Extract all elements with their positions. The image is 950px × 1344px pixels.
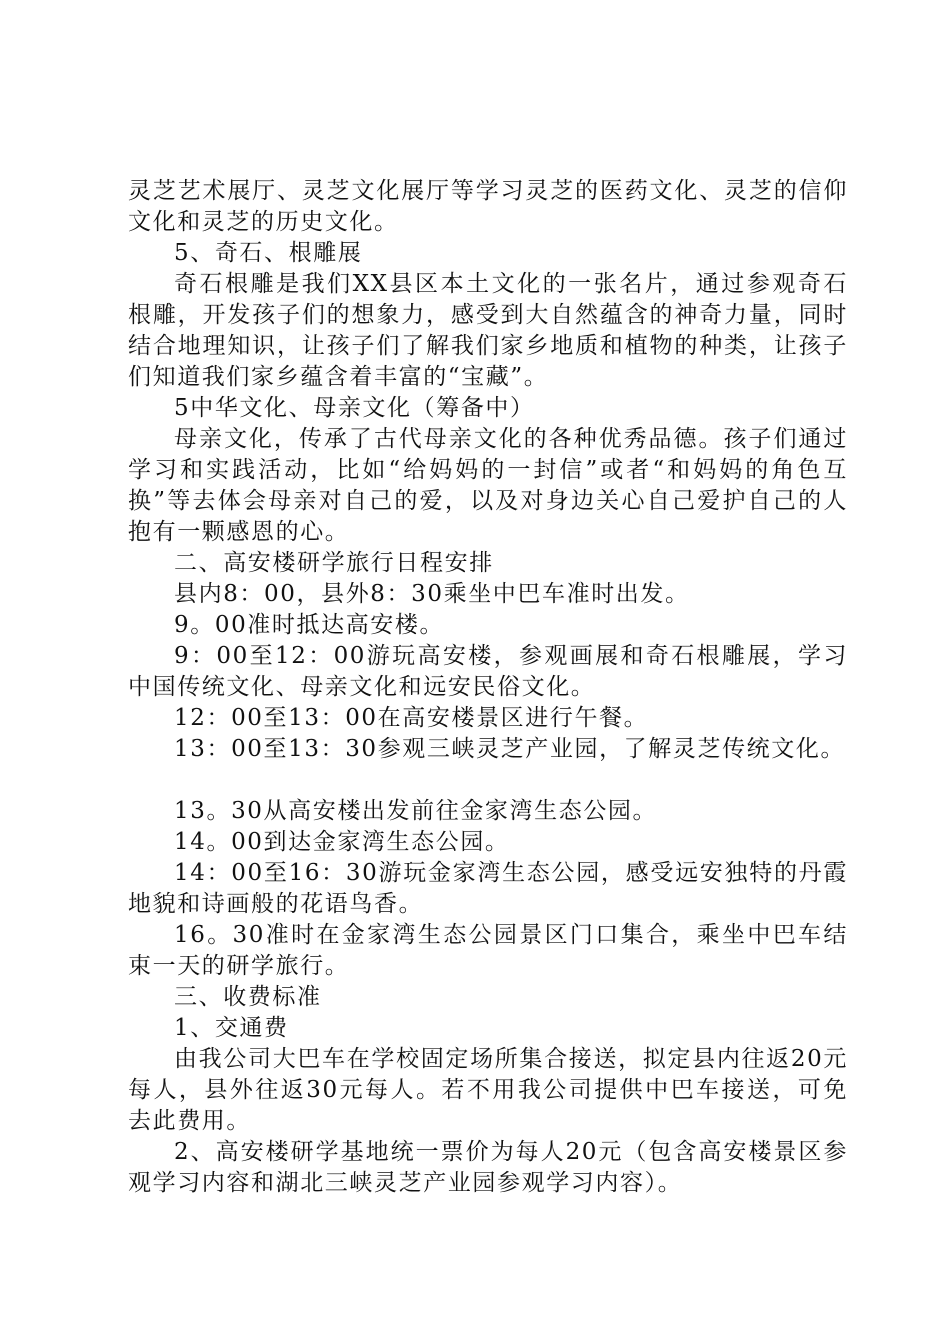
schedule-afternoon-tour: 14：00至16：30游玩金家湾生态公园，感受远安独特的丹霞地貌和诗画般的花语鸟香。	[128, 860, 848, 917]
schedule-morning-tour: 9：00至12：00游玩高安楼，参观画展和奇石根雕展，学习中国传统文化、母亲文化和远安民俗文化。	[128, 643, 848, 700]
schedule-lunch: 12：00至13：00在高安楼景区进行午餐。	[174, 705, 649, 731]
schedule-gathering: 16。30准时在金家湾生态公园景区门口集合，乘坐中巴车结束一天的研学旅行。	[128, 922, 848, 979]
heading-stone-root-carving: 5、奇石、根雕展	[174, 240, 363, 266]
heading-transport-fee: 1、交通费	[174, 1015, 289, 1041]
paragraph-lingzhi-halls: 灵芝艺术展厅、灵芝文化展厅等学习灵芝的医药文化、灵芝的信仰文化和灵芝的历史文化。	[128, 178, 848, 235]
schedule-arrival: 9。00准时抵达高安楼。	[174, 612, 445, 638]
heading-schedule: 二、高安楼研学旅行日程安排	[174, 550, 494, 576]
paragraph-transport-fee: 由我公司大巴车在学校固定场所集合接送，拟定县内往返20元每人，县外往返30元每人。若不用我公司提供中巴车接送，可免去此费用。	[128, 1046, 848, 1134]
paragraph-stone-root-carving: 奇石根雕是我们XX县区本土文化的一张名片，通过参观奇石根雕，开发孩子们的想象力，感受到大自然蕴含的神奇力量，同时结合地理知识，让孩子们了解我们家乡地质和植物的种类，让孩子们知道我们家乡蕴含着丰富的“宝藏”。	[128, 271, 848, 390]
paragraph-ticket-price: 2、高安楼研学基地统一票价为每人20元（包含高安楼景区参观学习内容和湖北三峡灵芝产业园参观学习内容）。	[128, 1139, 848, 1196]
heading-fees: 三、收费标准	[174, 984, 322, 1010]
schedule-departure: 县内8：00，县外8：30乘坐中巴车准时出发。	[174, 581, 690, 607]
paragraph-mother-culture: 母亲文化，传承了古代母亲文化的各种优秀品德。孩子们通过学习和实践活动，比如“给妈妈的一封信”或者“和妈妈的角色互换”等去体会母亲对自己的爱，以及对身边关心自己爱护自己的人抱有一颗感恩的心。	[128, 426, 848, 545]
blank-line	[128, 765, 848, 796]
document-body	[128, 176, 848, 1199]
schedule-arrive-park: 14。00到达金家湾生态公园。	[174, 829, 510, 855]
schedule-lingzhi-park: 13：00至13：30参观三峡灵芝产业园，了解灵芝传统文化。	[174, 736, 846, 762]
schedule-depart-to-park: 13。30从高安楼出发前往金家湾生态公园。	[174, 798, 658, 824]
heading-mother-culture: 5中华文化、母亲文化（筹备中）	[174, 395, 535, 421]
